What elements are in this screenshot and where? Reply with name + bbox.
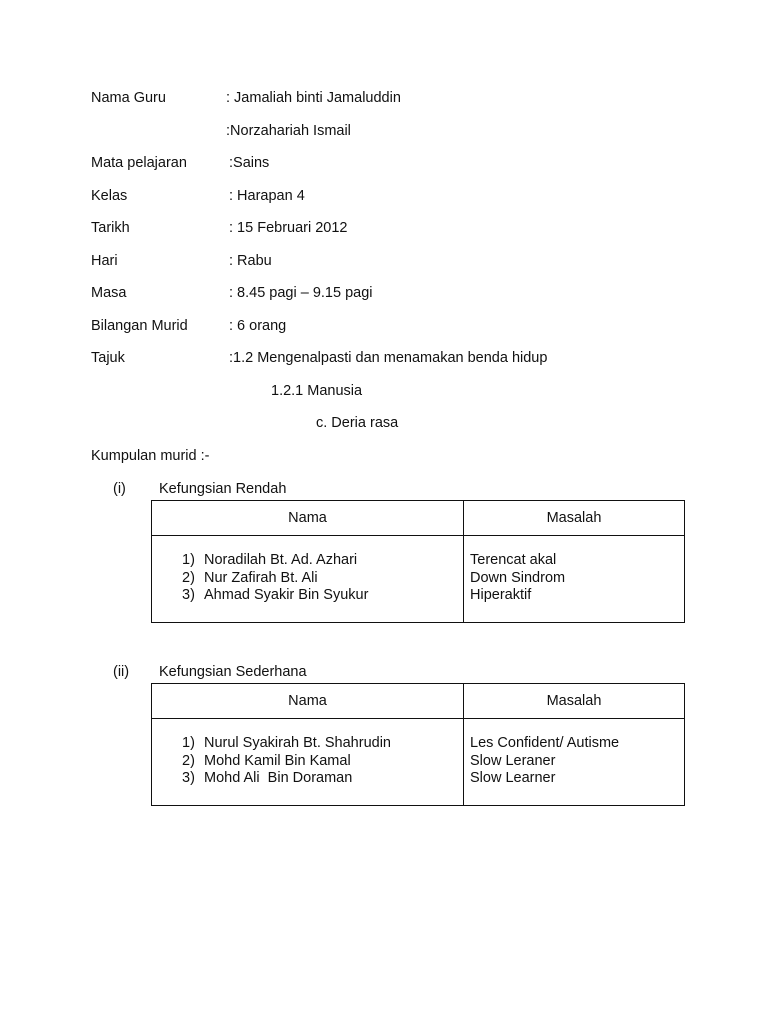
tajuk-label: Tajuk xyxy=(91,350,125,366)
student-name: Nur Zafirah Bt. Ali xyxy=(204,569,318,586)
list-item: 3) Ahmad Syakir Bin Syukur xyxy=(182,587,369,603)
student-problem: Hiperaktif xyxy=(470,587,532,603)
student-problem: Slow Learner xyxy=(470,770,556,786)
student-name: Ahmad Syakir Bin Syukur xyxy=(204,587,369,603)
tarikh-label: Tarikh xyxy=(91,220,130,236)
kumpulan-label: Kumpulan murid :- xyxy=(91,448,210,464)
hari-label: Hari xyxy=(91,253,118,269)
group-marker: (i) xyxy=(113,481,126,497)
names-cell xyxy=(152,536,464,623)
table-header-row xyxy=(152,501,685,536)
masa-label: Masa xyxy=(91,285,127,301)
student-name: Mohd Kamil Bin Kamal xyxy=(204,752,351,769)
mata-pelajaran-value: :Sains xyxy=(229,155,270,171)
mata-pelajaran-label: Mata pelajaran xyxy=(91,155,187,171)
problems-cell xyxy=(464,536,685,623)
students-table-rendah xyxy=(151,500,685,623)
subtopic: 1.2.1 Manusia xyxy=(271,383,363,399)
bilangan-murid-value: : 6 orang xyxy=(229,318,287,334)
column-header-nama: Nama xyxy=(152,684,464,719)
column-header-masalah: Masalah xyxy=(464,501,685,536)
list-item: 2) Mohd Kamil Bin Kamal xyxy=(182,752,351,769)
student-problem: Slow Leraner xyxy=(470,752,556,769)
problems-cell xyxy=(464,719,685,806)
names-cell xyxy=(152,719,464,806)
kelas-value: : Harapan 4 xyxy=(229,188,305,204)
table-header-row xyxy=(152,684,685,719)
column-header-masalah: Masalah xyxy=(464,684,685,719)
group-title: Kefungsian Sederhana xyxy=(159,664,307,680)
hari-value: : Rabu xyxy=(229,253,272,269)
group-marker: (ii) xyxy=(113,664,130,680)
kelas-label: Kelas xyxy=(91,188,128,204)
masa-value: : 8.45 pagi – 9.15 pagi xyxy=(229,285,373,301)
list-item: 2) Nur Zafirah Bt. Ali xyxy=(182,569,318,586)
student-problem: Terencat akal xyxy=(470,552,557,568)
nama-guru-value: : Jamaliah binti Jamaluddin xyxy=(226,90,401,106)
student-problem: Les Confident/ Autisme xyxy=(470,735,620,751)
column-header-nama: Nama xyxy=(152,501,464,536)
list-item: 1) Nurul Syakirah Bt. Shahrudin xyxy=(182,735,391,751)
tajuk-value: :1.2 Mengenalpasti dan menamakan benda hidup xyxy=(229,350,548,366)
list-item: 3) Mohd Ali Bin Doraman xyxy=(182,770,353,786)
students-table-sederhana xyxy=(151,683,685,806)
nama-guru-value-2: :Norzahariah Ismail xyxy=(226,123,351,139)
table-row xyxy=(152,536,685,623)
student-name: Mohd Ali Bin Doraman xyxy=(204,770,353,786)
table-row xyxy=(152,719,685,806)
student-name: Nurul Syakirah Bt. Shahrudin xyxy=(204,735,391,751)
bilangan-murid-label: Bilangan Murid xyxy=(91,318,188,334)
student-problem: Down Sindrom xyxy=(470,569,566,586)
group-title: Kefungsian Rendah xyxy=(159,481,287,497)
list-item: 1) Noradilah Bt. Ad. Azhari xyxy=(182,552,358,568)
tarikh-value: : 15 Februari 2012 xyxy=(229,220,348,236)
subsubtopic: c. Deria rasa xyxy=(316,415,399,431)
student-name: Noradilah Bt. Ad. Azhari xyxy=(204,552,358,568)
nama-guru-label: Nama Guru xyxy=(91,90,166,106)
